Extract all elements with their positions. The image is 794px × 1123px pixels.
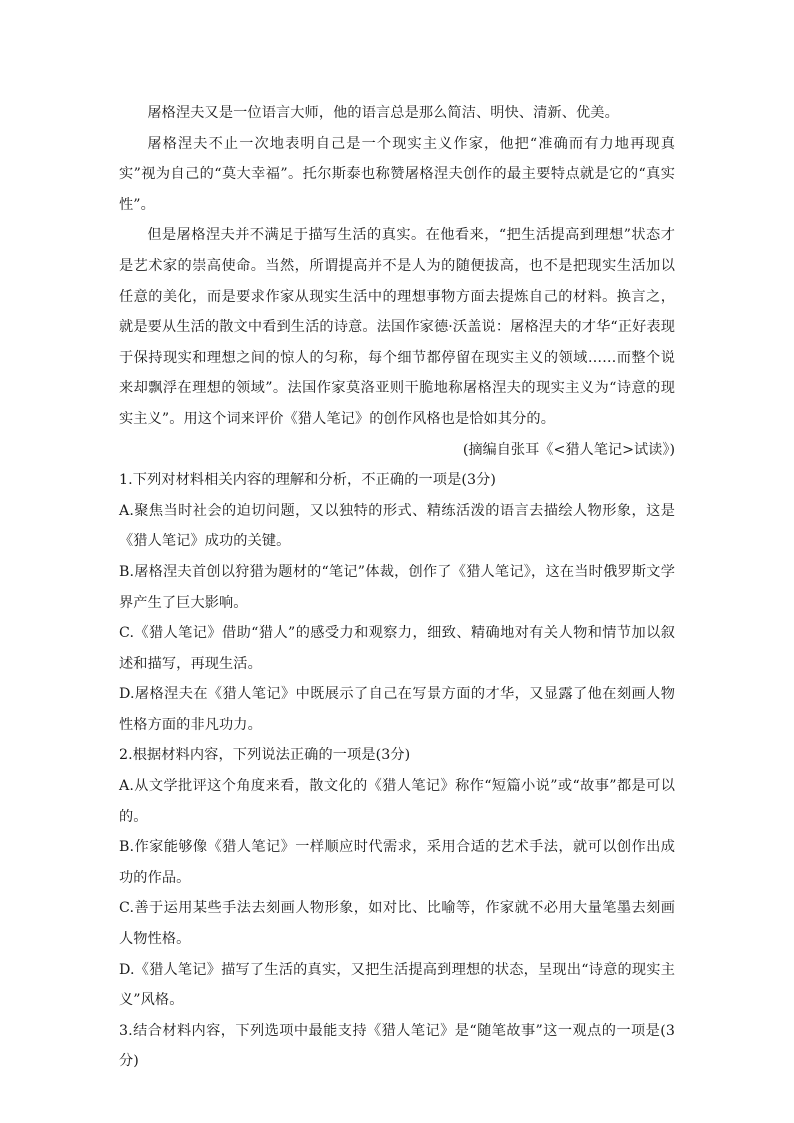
passage-paragraph-1: 屠格涅夫又是一位语言大师，他的语言总是那么简洁、明快、清新、优美。 (147, 105, 619, 121)
option-a: A.聚焦当时社会的迫切问题，又以独特的形式、精练活泼的语言去描绘人物形象，这是《猎人笔记》成功的关键。 (119, 502, 675, 550)
passage-source: (摘编自张耳《<猎人笔记>试读》) (462, 441, 675, 458)
option-b: B.屠格涅夫首创以狩猎为题材的“笔记”体裁，创作了《猎人笔记》，这在当时俄罗斯文学界产生了巨大影响。 (119, 563, 675, 611)
passage-paragraph-3: 但是屠格涅夫并不满足于描写生活的真实。在他看来，“把生活提高到理想”状态才是艺术家的崇高使命。当然，所谓提高并不是人为的随便拔高，也不是把现实生活加以任意的美化，而是要求作家从现实生活中的理想事物方面去提炼自己的材料。换言之，就是要从生活的散文中看到生活的诗意。法国作家德·沃盖说：屠格涅夫的才华“正好表现于保持现实和理想之间的惊人的匀称，每个细节都停留在现实主义的领域……而整个说来却飘浮在理想的领域”。法国作家莫洛亚则干脆地称屠格涅夫的现实主义为“诗意的现实主义”。用这个词来评价《猎人笔记》的创作风格也是恰如其分的。 (119, 227, 675, 427)
question-stem: 2.根据材料内容，下列说法正确的一项是(3分) (119, 747, 411, 764)
option-c: C.善于运用某些手法去刻画人物形象，如对比、比喻等，作家就不必用大量笔墨去刻画人物性格。 (119, 900, 675, 948)
option-d: D.屠格涅夫在《猎人笔记》中既展示了自己在写景方面的才华，又显露了他在刻画人物性格方面的非凡功力。 (119, 686, 675, 733)
option-b: B.作家能够像《猎人笔记》一样顺应时代需求，采用合适的艺术手法，就可以创作出成功的作品。 (119, 839, 675, 886)
option-d: D.《猎人笔记》描写了生活的真实，又把生活提高到理想的状态，呈现出“诗意的现实主义”风格。 (119, 961, 675, 1009)
question-stem: 1.下列对材料相关内容的理解和分析，不正确的一项是(3分) (119, 472, 497, 489)
question-1 (119, 465, 675, 740)
passage-paragraph-2: 屠格涅夫不止一次地表明自己是一个现实主义作家，他把“准确而有力地再现真实”视为自己的“莫大幸福”。托尔斯泰也称赞屠格涅夫创作的最主要特点就是它的“真实性”。 (119, 135, 675, 213)
question-3 (119, 1016, 675, 1077)
question-2 (119, 740, 675, 1015)
question-stem: 3.结合材料内容，下列选项中最能支持《猎人笔记》是“随笔故事”这一观点的一项是(3分) (119, 1022, 675, 1070)
option-a: A.从文学批评这个角度来看，散文化的《猎人笔记》称作“短篇小说”或“故事”都是可以的。 (119, 778, 675, 825)
document-page (119, 98, 675, 1077)
option-c: C.《猎人笔记》借助“猎人”的感受力和观察力，细致、精确地对有关人物和情节加以叙述和描写，再现生活。 (119, 625, 675, 672)
